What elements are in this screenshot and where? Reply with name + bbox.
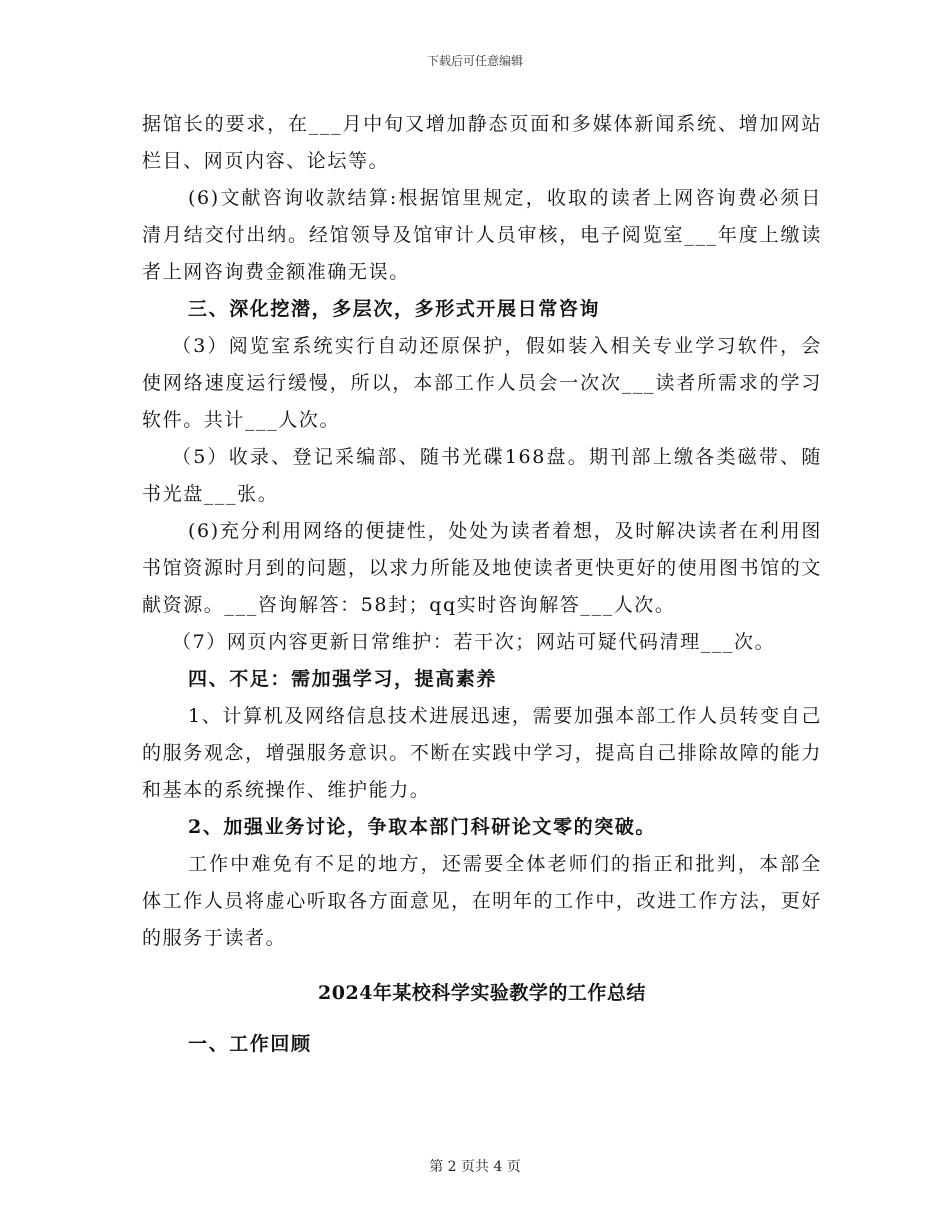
section-heading: 四、不足：需加强学习，提高素养 bbox=[188, 668, 498, 690]
section-heading: 一、工作回顾 bbox=[188, 1033, 312, 1055]
paragraph: 据馆长的要求，在___月中旬又增加静态页面和多媒体新闻系统、增加网站栏目、网页内容、论坛等。 bbox=[142, 113, 822, 172]
document-body bbox=[142, 106, 822, 1063]
paragraph: 工作中难免有不足的地方，还需要全体老师们的指正和批判，本部全体工作人员将虚心听取各方面意见，在明年的工作中，改进工作方法，更好的服务于读者。 bbox=[142, 853, 822, 949]
paragraph: （5）收录、登记采编部、随书光碟168盘。期刊部上缴各类磁带、随书光盘___张。 bbox=[142, 446, 822, 505]
document-title: 2024年某校科学实验教学的工作总结 bbox=[318, 982, 646, 1004]
paragraph: (6)文献咨询收款结算:根据馆里规定，收取的读者上网咨询费必须日清月结交付出纳。经馆领导及馆审计人员审核，电子阅览室___年度上缴读者上网咨询费金额准确无误。 bbox=[142, 187, 822, 283]
page-header: 下载后可任意编辑 bbox=[426, 54, 523, 68]
paragraph: 1、计算机及网络信息技术进展迅速，需要加强本部工作人员转变自己的服务观念，增强服务意识。不断在实践中学习，提高自己排除故障的能力和基本的系统操作、维护能力。 bbox=[142, 705, 822, 801]
section-heading: 三、深化挖潜，多层次，多形式开展日常咨询 bbox=[188, 298, 601, 320]
sub-heading: 2、加强业务讨论，争取本部门科研论文零的突破。 bbox=[188, 816, 657, 838]
paragraph: （7）网页内容更新日常维护：若干次；网站可疑代码清理___次。 bbox=[172, 631, 776, 653]
paragraph: (6)充分利用网络的便捷性，处处为读者着想，及时解决读者在利用图书馆资源时月到的问题，以求力所能及地使读者更快更好的使用图书馆的文献资源。___咨询解答：58封；qq实时咨询解答___人次。 bbox=[142, 520, 822, 616]
paragraph: （3）阅览室系统实行自动还原保护，假如装入相关专业学习软件，会使网络速度运行缓慢，所以，本部工作人员会一次次___读者所需求的学习软件。共计___人次。 bbox=[142, 335, 822, 431]
page-footer: 第 2 页共 4 页 bbox=[429, 1159, 521, 1175]
